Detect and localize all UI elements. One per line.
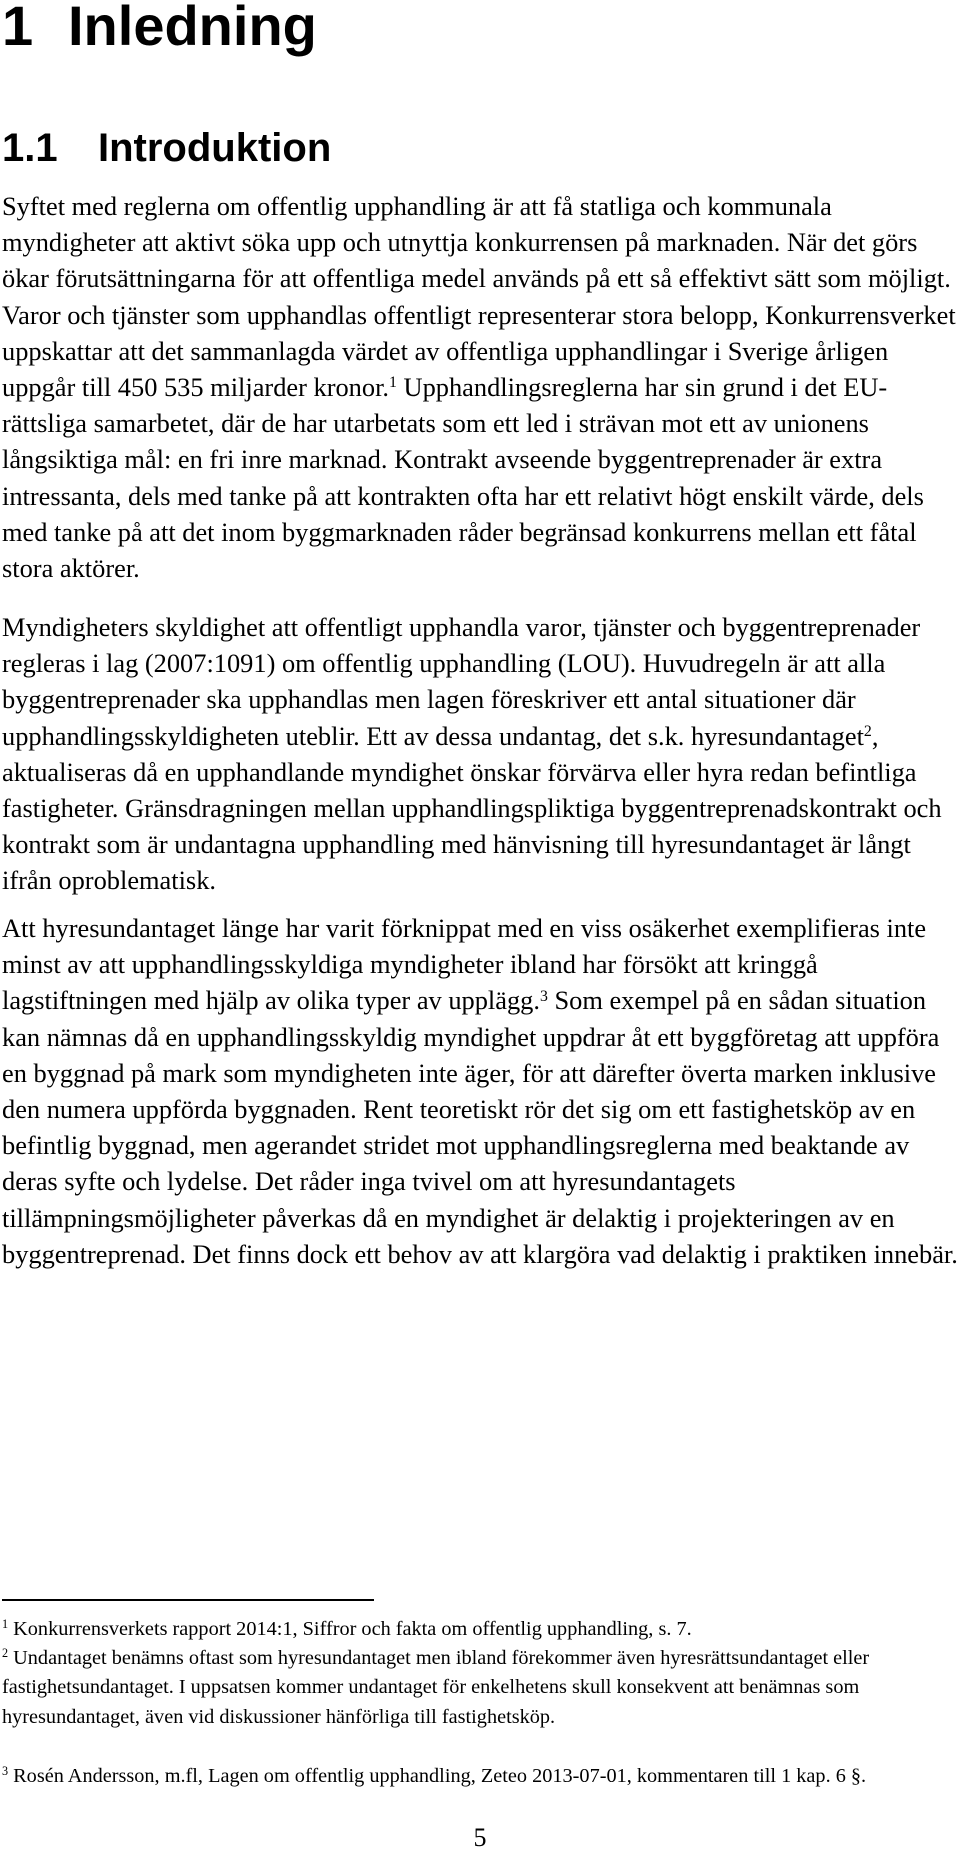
footnote-number: 3 (2, 1764, 9, 1779)
chapter-number: 1 (2, 0, 34, 57)
paragraph-3 (2, 910, 958, 1272)
footnote-text: Konkurrensverkets rapport 2014:1, Siffror och fakta om offentlig upphandling, s. 7. (8, 1618, 692, 1640)
footnote-2 (2, 1644, 958, 1732)
section-title: Introduktion (98, 126, 332, 170)
footnote-1 (2, 1615, 958, 1644)
paragraph-text: Myndigheters skyldighet att offentligt upphandla varor, tjänster och byggentreprenader regleras i lag (2007:1091) om offentlig upphandling (LOU). Huvudregeln är att alla byggentreprenader ska upphandlas men lagen föreskriver ett antal situationer där upphandlingsskyldigheten uteblir. Ett av dessa undantag, det s.k. hyresundantaget (2, 612, 921, 751)
footnote-number: 2 (2, 1646, 9, 1661)
paragraph-1 (2, 188, 958, 586)
footnote-ref: 3 (539, 987, 548, 1005)
footnote-ref: 2 (863, 722, 872, 740)
footnote-3 (2, 1762, 958, 1791)
chapter-title: Inledning (68, 0, 317, 57)
footnote-text: Undantaget benämns oftast som hyresundantaget men ibland förekommer även hyresrättsundantaget eller fastighetsundantaget. I uppsatsen kommer undantaget för enkelhetens skull konsekvent att benämnas som hyresundantaget, även vid diskussioner hänförliga till fastighetsköp. (2, 1647, 870, 1728)
paragraph-text: Som exempel på en sådan situation kan nämnas då en upphandlingsskyldig myndighet uppdrar åt ett byggföretag att uppföra en byggnad på mark som myndigheten inte äger, för att därefter överta marken inklusive den numera uppförda byggnaden. Rent teoretiskt rör det sig om ett fastighetsköp av en befintlig byggnad, men agerandet stridet mot upphandlingsreglerna med beaktande av deras syfte och lydelse. Det råder inga tvivel om att hyresundantagets tillämpningsmöjligheter påverkas då en myndighet är delaktig i projekteringen av en byggentreprenad. Det finns dock ett behov av att klargöra vad delaktig i praktiken innebär. (2, 985, 958, 1269)
paragraph-text: Upphandlingsreglerna har sin grund i det EU-rättsliga samarbetet, där de har utarbetats som ett led i strävan mot ett av unionens långsiktiga mål: en fri inre marknad. Kontrakt avseende byggentreprenader är extra intressanta, dels med tanke på att kontrakten ofta har ett relativt högt enskilt värde, dels med tanke på att det inom byggmarknaden råder begränsad konkurrens mellan ett fåtal stora aktörer. (2, 372, 924, 584)
paragraph-text: Att hyresundantaget länge har varit förknippat med en viss osäkerhet exemplifieras inte minst av att upphandlingsskyldiga myndigheter ibland har försökt att kringgå lagstiftningen med hjälp av olika typer av upplägg. (2, 913, 927, 1016)
section-number: 1.1 (2, 126, 58, 170)
section-heading (2, 124, 331, 172)
footnote-number: 1 (2, 1617, 9, 1632)
paragraph-text: Syftet med reglerna om offentlig upphandling är att få statliga och kommunala myndigheter att aktivt söka upp och utnyttja konkurrensen på marknaden. När det görs ökar förutsättningarna för att offentliga medel används på ett så effektivt sätt som möjligt. Varor och tjänster som upphandlas offentligt representerar stora belopp, Konkurrensverket uppskattar att det sammanlagda värdet av offentliga upphandlingar i Sverige årligen uppgår till 450 535 miljarder kronor. (2, 191, 956, 403)
footnote-ref: 1 (389, 374, 397, 392)
footnote-text: Rosén Andersson, m.fl, Lagen om offentlig upphandling, Zeteo 2013-07-01, kommentaren till 1 kap. 6 §. (8, 1765, 867, 1787)
paragraph-2 (2, 609, 958, 899)
footnote-separator (2, 1599, 374, 1601)
chapter-heading (2, 0, 317, 58)
paragraph-text: , aktualiseras då en upphandlande myndighet önskar förvärva eller hyra redan befintliga fastigheter. Gränsdragningen mellan upphandlingspliktiga byggentreprenadskontrakt och kontrakt som är undantagna upphandling med hänvisning till hyresundantaget är långt ifrån oproblematisk. (2, 720, 942, 896)
page-number: 5 (473, 1823, 487, 1852)
